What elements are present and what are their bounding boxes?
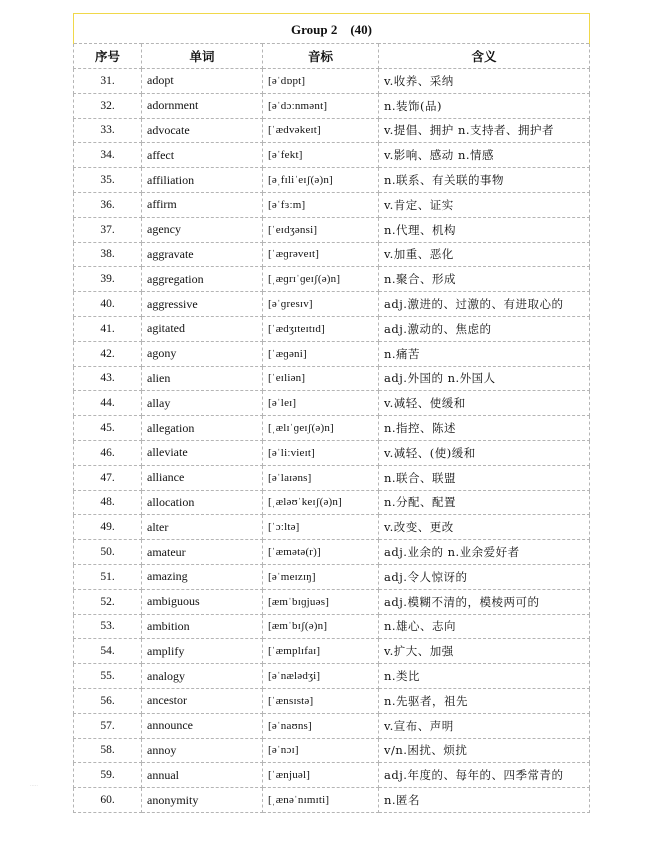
table-row bbox=[74, 440, 590, 465]
row-phonetic: [əˈnælədʒi] bbox=[263, 664, 379, 689]
row-meaning: v.改变、更改 bbox=[379, 515, 590, 540]
table-header-row bbox=[74, 44, 590, 69]
row-word: annual bbox=[142, 763, 263, 788]
table-row bbox=[74, 465, 590, 490]
row-number: 45. bbox=[74, 416, 142, 441]
row-phonetic: [əˈfɜːm] bbox=[263, 192, 379, 217]
row-number: 51. bbox=[74, 564, 142, 589]
table-row bbox=[74, 267, 590, 292]
table-row bbox=[74, 168, 590, 193]
header-phonetic: 音标 bbox=[263, 44, 379, 69]
row-word: affirm bbox=[142, 192, 263, 217]
row-phonetic: [əˈnaʊns] bbox=[263, 713, 379, 738]
row-number: 50. bbox=[74, 540, 142, 565]
row-number: 44. bbox=[74, 391, 142, 416]
table-row bbox=[74, 217, 590, 242]
table-row bbox=[74, 515, 590, 540]
table-row bbox=[74, 540, 590, 565]
row-meaning: v.宣布、声明 bbox=[379, 713, 590, 738]
header-word: 单词 bbox=[142, 44, 263, 69]
row-phonetic: [əˈdɔːnmənt] bbox=[263, 93, 379, 118]
table-row bbox=[74, 192, 590, 217]
row-phonetic: [əˈleɪ] bbox=[263, 391, 379, 416]
row-word: agitated bbox=[142, 316, 263, 341]
row-phonetic: [əˈdɒpt] bbox=[263, 69, 379, 94]
table-row bbox=[74, 366, 590, 391]
row-meaning: n.分配、配置 bbox=[379, 490, 590, 515]
row-number: 41. bbox=[74, 316, 142, 341]
row-word: advocate bbox=[142, 118, 263, 143]
row-word: annoy bbox=[142, 738, 263, 763]
table-row bbox=[74, 614, 590, 639]
row-meaning: v.收养、采纳 bbox=[379, 69, 590, 94]
row-number: 32. bbox=[74, 93, 142, 118]
row-number: 42. bbox=[74, 341, 142, 366]
table-row bbox=[74, 242, 590, 267]
row-meaning: adj.令人惊讶的 bbox=[379, 564, 590, 589]
row-number: 48. bbox=[74, 490, 142, 515]
row-meaning: adj.业余的 n.业余爱好者 bbox=[379, 540, 590, 565]
table-row bbox=[74, 69, 590, 94]
header-number: 序号 bbox=[74, 44, 142, 69]
row-number: 47. bbox=[74, 465, 142, 490]
row-phonetic: [ˈædʒɪteɪtɪd] bbox=[263, 316, 379, 341]
row-meaning: adj.激进的、过激的、有进取心的 bbox=[379, 292, 590, 317]
row-phonetic: [ˈæɡəni] bbox=[263, 341, 379, 366]
row-meaning: v.减轻、(使)缓和 bbox=[379, 440, 590, 465]
row-meaning: v.加重、恶化 bbox=[379, 242, 590, 267]
row-meaning: v.减轻、使缓和 bbox=[379, 391, 590, 416]
row-word: aggressive bbox=[142, 292, 263, 317]
row-meaning: v.影响、感动 n.情感 bbox=[379, 143, 590, 168]
row-phonetic: [æmˈbɪɡjuəs] bbox=[263, 589, 379, 614]
table-row bbox=[74, 391, 590, 416]
row-meaning: n.代理、机构 bbox=[379, 217, 590, 242]
row-word: allocation bbox=[142, 490, 263, 515]
row-phonetic: [ˈeɪliən] bbox=[263, 366, 379, 391]
table-row bbox=[74, 664, 590, 689]
row-number: 52. bbox=[74, 589, 142, 614]
row-phonetic: [əˈmeɪzɪŋ] bbox=[263, 564, 379, 589]
row-phonetic: [ˈæmplɪfaɪ] bbox=[263, 639, 379, 664]
row-meaning: n.联合、联盟 bbox=[379, 465, 590, 490]
row-meaning: v.肯定、证实 bbox=[379, 192, 590, 217]
row-meaning: v/n.困扰、烦扰 bbox=[379, 738, 590, 763]
row-number: 46. bbox=[74, 440, 142, 465]
row-meaning: n.装饰(品) bbox=[379, 93, 590, 118]
table-row bbox=[74, 416, 590, 441]
row-word: affiliation bbox=[142, 168, 263, 193]
table-row bbox=[74, 292, 590, 317]
row-number: 57. bbox=[74, 713, 142, 738]
table-row bbox=[74, 316, 590, 341]
row-meaning: adj.激动的、焦虑的 bbox=[379, 316, 590, 341]
row-meaning: v.扩大、加强 bbox=[379, 639, 590, 664]
table-row bbox=[74, 713, 590, 738]
row-word: amateur bbox=[142, 540, 263, 565]
row-meaning: v.提倡、拥护 n.支持者、拥护者 bbox=[379, 118, 590, 143]
watermark: ····· bbox=[30, 783, 38, 789]
row-meaning: n.先驱者，祖先 bbox=[379, 688, 590, 713]
row-phonetic: [ˈædvəkeɪt] bbox=[263, 118, 379, 143]
vocabulary-sheet bbox=[73, 13, 589, 813]
table-row bbox=[74, 564, 590, 589]
row-word: aggravate bbox=[142, 242, 263, 267]
row-phonetic: [ˌænəˈnɪmɪti] bbox=[263, 788, 379, 813]
row-meaning: n.类比 bbox=[379, 664, 590, 689]
table-row bbox=[74, 118, 590, 143]
row-meaning: n.聚合、形成 bbox=[379, 267, 590, 292]
table-row bbox=[74, 788, 590, 813]
row-meaning: adj.模糊不清的，模棱两可的 bbox=[379, 589, 590, 614]
table-row bbox=[74, 490, 590, 515]
table-row bbox=[74, 738, 590, 763]
row-meaning: n.雄心、志向 bbox=[379, 614, 590, 639]
row-number: 36. bbox=[74, 192, 142, 217]
table-row bbox=[74, 93, 590, 118]
row-number: 55. bbox=[74, 664, 142, 689]
row-word: adornment bbox=[142, 93, 263, 118]
row-phonetic: [ˈæmətə(r)] bbox=[263, 540, 379, 565]
row-word: ambition bbox=[142, 614, 263, 639]
row-number: 60. bbox=[74, 788, 142, 813]
row-phonetic: [əˈlaɪəns] bbox=[263, 465, 379, 490]
row-meaning: adj.外国的 n.外国人 bbox=[379, 366, 590, 391]
row-word: analogy bbox=[142, 664, 263, 689]
row-number: 56. bbox=[74, 688, 142, 713]
row-phonetic: [ˌæləʊˈkeɪʃ(ə)n] bbox=[263, 490, 379, 515]
row-meaning: n.指控、陈述 bbox=[379, 416, 590, 441]
row-word: allegation bbox=[142, 416, 263, 441]
row-phonetic: [əˈnɔɪ] bbox=[263, 738, 379, 763]
row-word: allay bbox=[142, 391, 263, 416]
row-phonetic: [ˌæɡrɪˈɡeɪʃ(ə)n] bbox=[263, 267, 379, 292]
row-number: 31. bbox=[74, 69, 142, 94]
row-phonetic: [ˈænsɪstə] bbox=[263, 688, 379, 713]
row-word: adopt bbox=[142, 69, 263, 94]
row-phonetic: [ˈænjuəl] bbox=[263, 763, 379, 788]
row-word: agency bbox=[142, 217, 263, 242]
row-word: aggregation bbox=[142, 267, 263, 292]
row-meaning: n.联系、有关联的事物 bbox=[379, 168, 590, 193]
row-number: 59. bbox=[74, 763, 142, 788]
row-word: announce bbox=[142, 713, 263, 738]
row-phonetic: [ˌælɪˈɡeɪʃ(ə)n] bbox=[263, 416, 379, 441]
row-number: 35. bbox=[74, 168, 142, 193]
row-number: 39. bbox=[74, 267, 142, 292]
row-word: alter bbox=[142, 515, 263, 540]
row-number: 49. bbox=[74, 515, 142, 540]
row-number: 43. bbox=[74, 366, 142, 391]
header-meaning: 含义 bbox=[379, 44, 590, 69]
table-row bbox=[74, 589, 590, 614]
vocabulary-table bbox=[73, 13, 590, 813]
row-number: 38. bbox=[74, 242, 142, 267]
table-body bbox=[74, 69, 590, 813]
row-number: 53. bbox=[74, 614, 142, 639]
row-phonetic: [əˌfɪliˈeɪʃ(ə)n] bbox=[263, 168, 379, 193]
table-row bbox=[74, 688, 590, 713]
row-word: alliance bbox=[142, 465, 263, 490]
row-number: 40. bbox=[74, 292, 142, 317]
row-phonetic: [ˈɔːltə] bbox=[263, 515, 379, 540]
group-title: Group 2 (40) bbox=[74, 14, 590, 44]
row-word: amazing bbox=[142, 564, 263, 589]
row-phonetic: [ˈæɡrəveɪt] bbox=[263, 242, 379, 267]
row-phonetic: [əˈɡresɪv] bbox=[263, 292, 379, 317]
row-number: 34. bbox=[74, 143, 142, 168]
row-number: 33. bbox=[74, 118, 142, 143]
row-word: ambiguous bbox=[142, 589, 263, 614]
row-number: 37. bbox=[74, 217, 142, 242]
row-word: affect bbox=[142, 143, 263, 168]
row-word: agony bbox=[142, 341, 263, 366]
row-meaning: n.匿名 bbox=[379, 788, 590, 813]
row-number: 54. bbox=[74, 639, 142, 664]
row-word: amplify bbox=[142, 639, 263, 664]
row-phonetic: [əˈfekt] bbox=[263, 143, 379, 168]
table-row bbox=[74, 639, 590, 664]
table-row bbox=[74, 341, 590, 366]
row-meaning: n.痛苦 bbox=[379, 341, 590, 366]
row-phonetic: [ˈeɪdʒənsi] bbox=[263, 217, 379, 242]
row-word: ancestor bbox=[142, 688, 263, 713]
table-row bbox=[74, 143, 590, 168]
row-phonetic: [æmˈbɪʃ(ə)n] bbox=[263, 614, 379, 639]
row-word: anonymity bbox=[142, 788, 263, 813]
table-row bbox=[74, 763, 590, 788]
row-word: alien bbox=[142, 366, 263, 391]
table-title-row bbox=[74, 14, 590, 44]
row-number: 58. bbox=[74, 738, 142, 763]
row-phonetic: [əˈliːvieɪt] bbox=[263, 440, 379, 465]
row-meaning: adj.年度的、每年的、四季常青的 bbox=[379, 763, 590, 788]
row-word: alleviate bbox=[142, 440, 263, 465]
